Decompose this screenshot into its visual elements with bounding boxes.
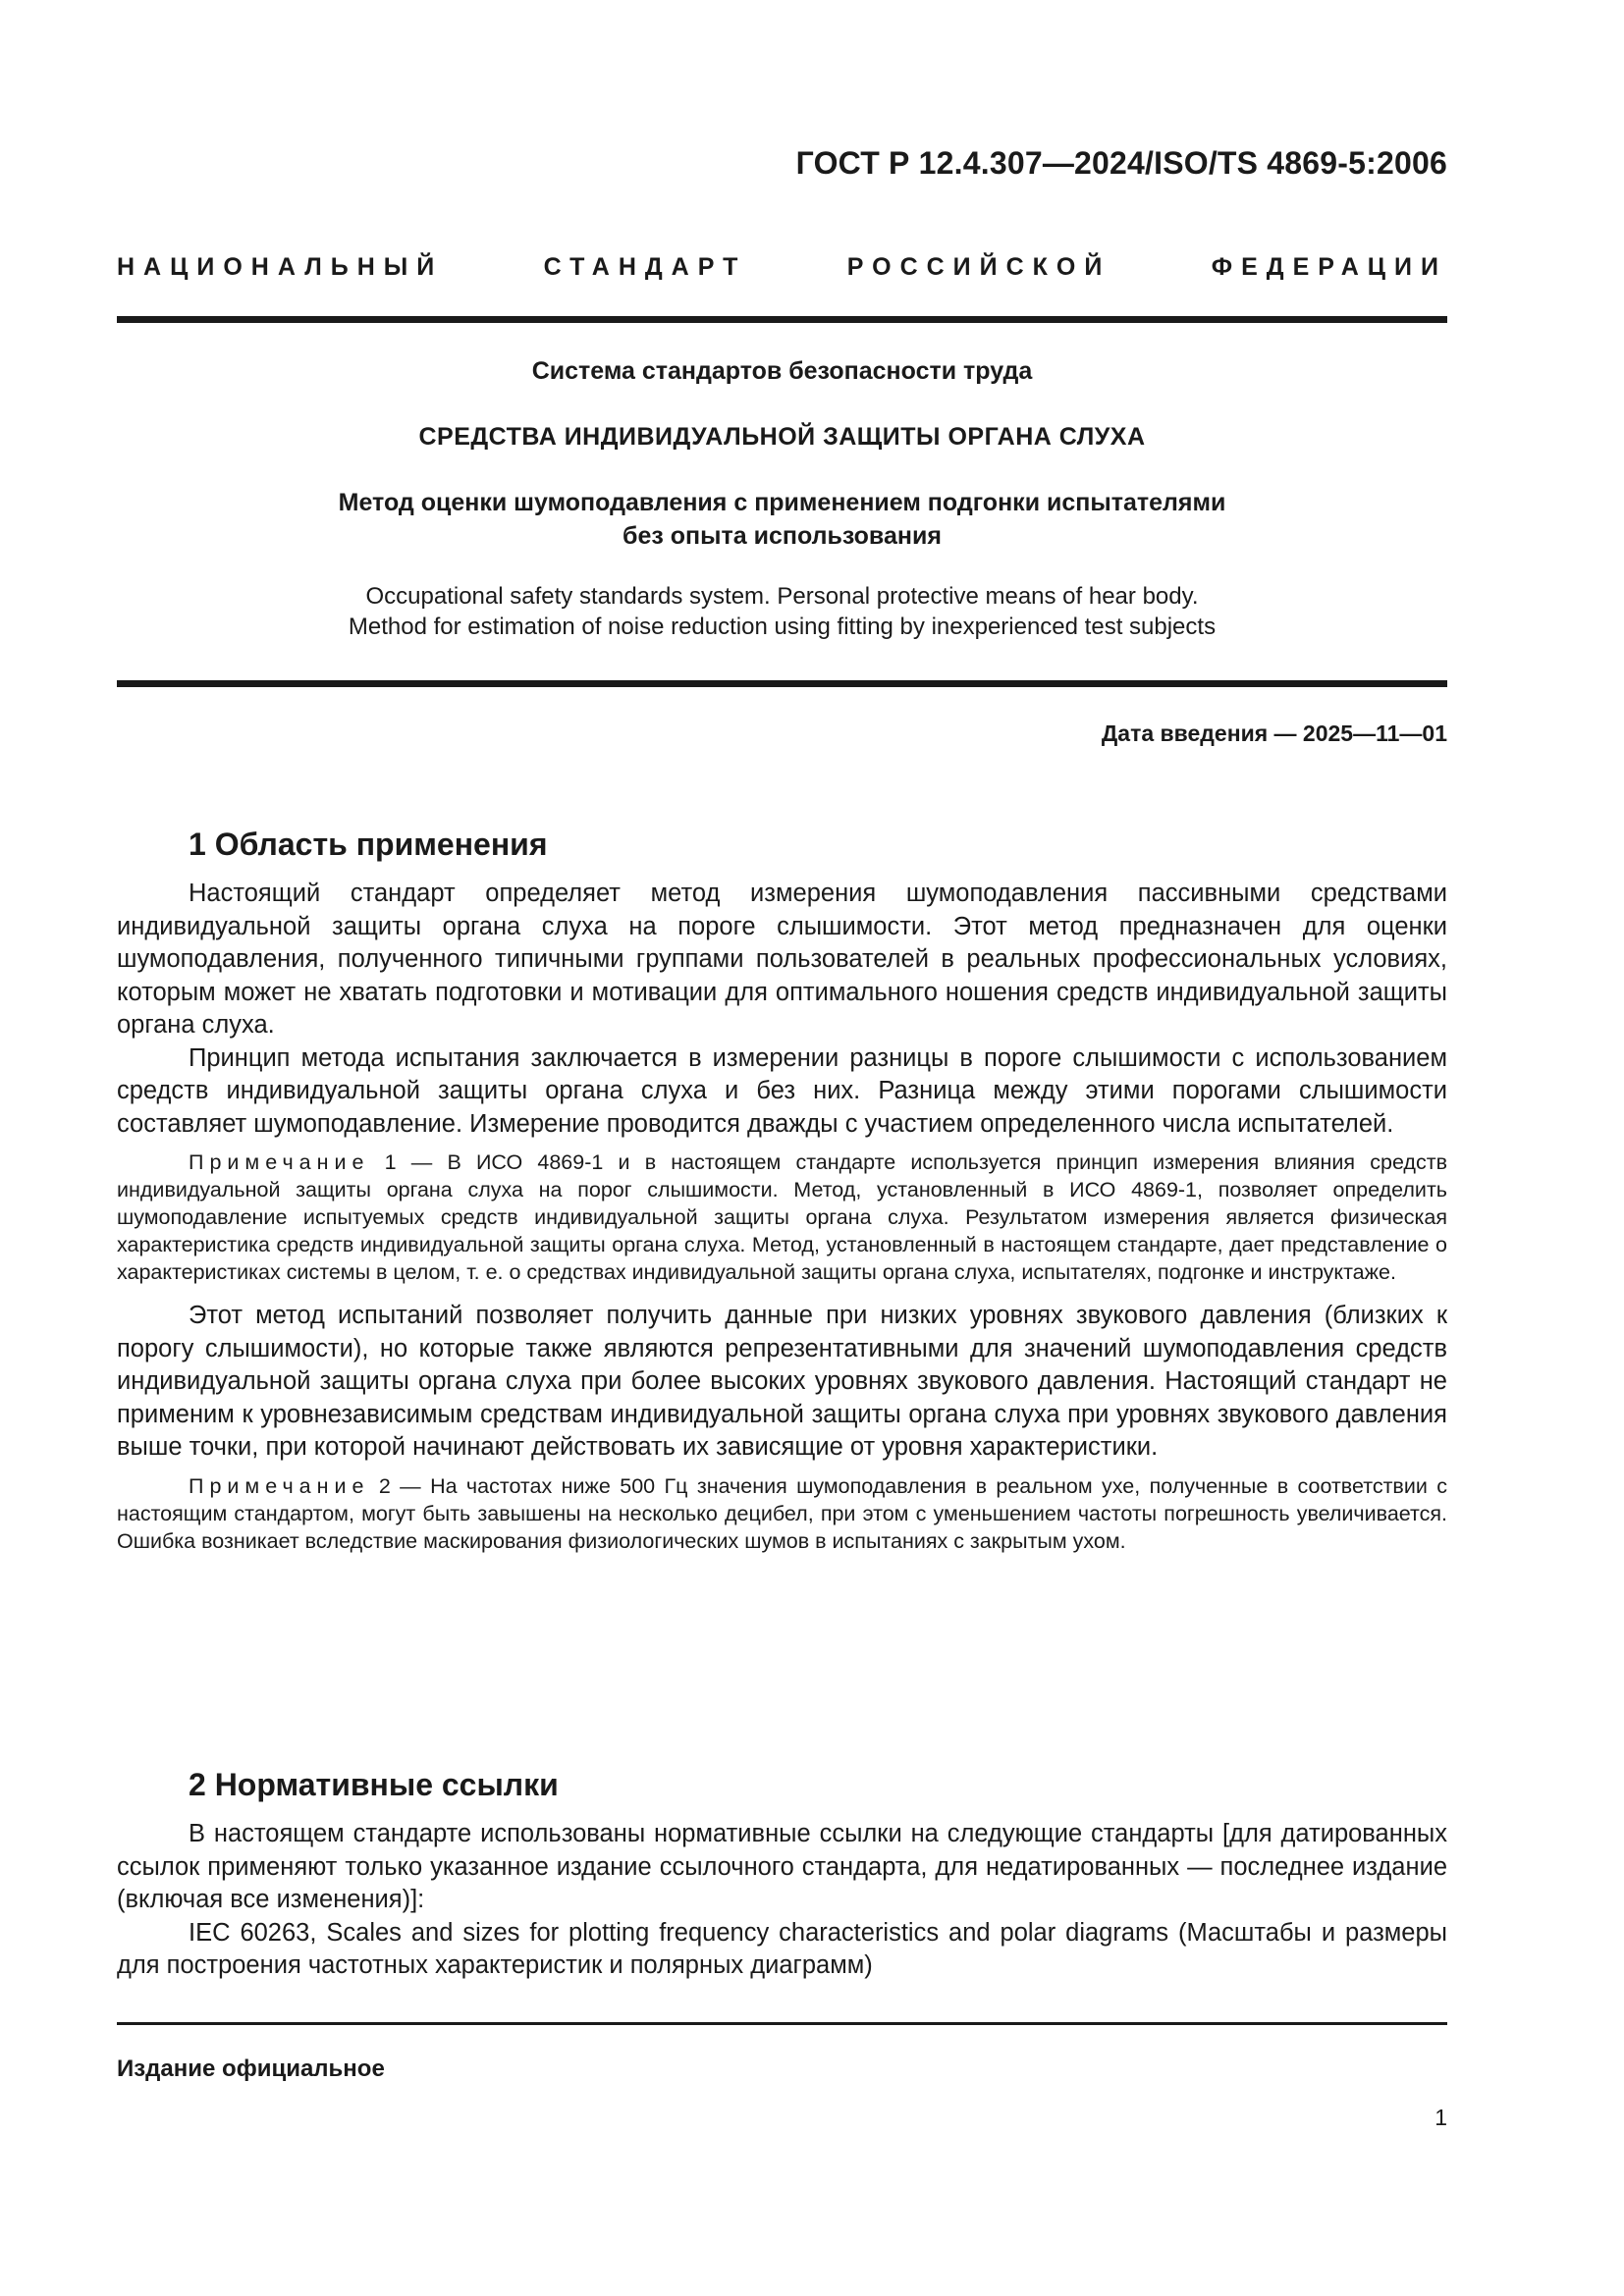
section-2-heading: 2 Нормативные ссылки [189,1767,559,1802]
english-title-line-1: Occupational safety standards system. Personal protective means of hear body. [365,583,1199,610]
top-divider [117,316,1447,323]
note-2-text: 2 — На частотах ниже 500 Гц значения шумоподавления в реальном ухе, полученные в соответствии с настоящим стандартом, могут быть завышены на несколько децибел, при этом с уменьшением частоты погрешность увеличивается. Ошибка возникает вследствие маскирования физиологических шумов в испытаниях с закрытым ухом. [117,1473,1447,1553]
note-1 [117,1148,1447,1286]
note-2 [117,1472,1447,1555]
note-1-text: 1 — В ИСО 4869-1 и в настоящем стандарте используется принцип измерения влияния средств индивидуальной защиты органа слуха на порог слышимости. Метод, установленный в ИСО 4869-1, позволяет определить шумоподавление испытуемых средств индивидуальной защиты органа слуха. Результатом измерения является физическая характеристика средств индивидуальной защиты органа слуха. Метод, установленный в настоящем стандарте, дает представление о характеристиках системы в целом, т. е. о средствах индивидуальной защиты органа слуха, испытателях, подгонке и инструктаже. [117,1150,1447,1284]
section-1-paragraph-3: Этот метод испытаний позволяет получить данные при низких уровнях звукового давления (близких к порогу слышимости), но которые также являются репрезентативными для значений шумоподавления средств индивидуальной защиты органа слуха при более высоких уровнях звукового давления. Настоящий стандарт не применим к уровнезависимым средствам индивидуальной защиты органа слуха при уровнях звукового давления выше точки, при которой начинают действовать их зависящие от уровня характеристики. [117,1302,1447,1461]
standard-number: ГОСТ Р 12.4.307—2024/ISO/TS 4869-5:2006 [795,145,1447,181]
main-title: СРЕДСТВА ИНДИВИДУАЛЬНОЙ ЗАЩИТЫ ОРГАНА СЛУХА [418,423,1146,451]
section-1-paragraph-1: Настоящий стандарт определяет метод измерения шумоподавления пассивными средствами индивидуальной защиты органа слуха на пороге слышимости. Этот метод предназначен для оценки шумоподавления, полученного типичными группами пользователей в реальных профессиональных условиях, которым может не хватать подготовки и мотивации для оптимального ношения средств индивидуальной защиты органа слуха. [117,880,1447,1039]
footer-divider [117,2022,1447,2025]
official-edition-label: Издание официальное [117,2056,385,2082]
page-number: 1 [1435,2105,1447,2130]
section-1 [117,825,1447,1555]
subtitle-line-2: без опыта использования [623,522,942,550]
subtitle-line-1: Метод оценки шумоподавления с применением подгонки испытателями [338,489,1226,516]
section-2-paragraph-2: IEC 60263, Scales and sizes for plotting frequency characteristics and polar diagrams (Масштабы и размеры для построения частотных характеристик и полярных диаграмм) [117,1918,1447,1979]
subtitle [117,486,1447,553]
note-1-label: Примечание [189,1150,370,1174]
standards-system-title: Система стандартов безопасности труда [531,357,1033,385]
national-standard-banner: НАЦИОНАЛЬНЫЙ СТАНДАРТ РОССИЙСКОЙ ФЕДЕРАЦИИ [117,253,1447,281]
section-1-heading: 1 Область применения [189,827,548,862]
section-2-paragraph-1: В настоящем стандарте использованы нормативные ссылки на следующие стандарты [для датированных ссылок применяют только указанное издание ссылочного стандарта, для недатированных — последнее издание (включая все изменения)]: [117,1820,1447,1913]
english-title [117,581,1447,642]
english-title-line-2: Method for estimation of noise reduction using fitting by inexperienced test subjects [348,614,1217,640]
introduction-date: Дата введения — 2025—11—01 [1101,721,1447,746]
section-1-paragraph-2: Принцип метода испытания заключается в измерении разницы в пороге слышимости с использованием средств индивидуальной защиты органа слуха и без них. Разница между этими порогами слышимости составляет шумоподавление. Измерение проводится дважды с участием определенного числа испытателей. [117,1043,1447,1138]
note-2-label: Примечание [189,1473,370,1498]
title-divider [117,680,1447,687]
section-2 [117,1765,1447,1983]
